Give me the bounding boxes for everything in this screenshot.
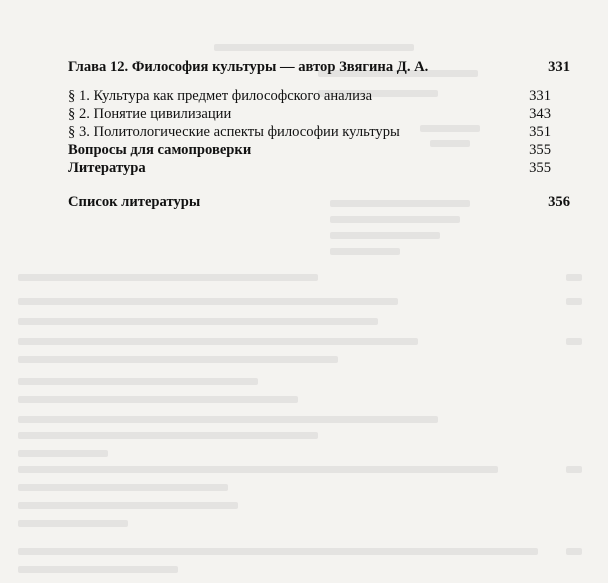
references-page-number: 356 — [548, 194, 570, 210]
toc-review-entry — [68, 141, 551, 159]
chapter-page-number: 331 — [548, 59, 570, 75]
literature-title: Литература — [68, 160, 146, 176]
section-title: § 2. Понятие цивилизации — [68, 106, 232, 122]
review-questions-title: Вопросы для самопроверки — [68, 142, 252, 158]
toc-section-entry — [68, 123, 551, 141]
section-title: § 3. Политологические аспекты философии культуры — [68, 124, 400, 140]
toc-section-entry — [68, 87, 551, 105]
literature-page-number: 355 — [529, 160, 551, 176]
toc-literature-entry — [68, 159, 551, 177]
section-page-number: 343 — [529, 106, 551, 122]
toc-chapter-entry — [68, 56, 570, 78]
section-title: § 1. Культура как предмет философского анализа — [68, 88, 373, 104]
section-page-number: 351 — [529, 124, 551, 140]
section-page-number: 331 — [529, 88, 551, 104]
references-title: Список литературы — [68, 194, 201, 210]
toc-section-entry — [68, 105, 551, 123]
chapter-title: Глава 12. Философия культуры — автор Звягина Д. А. — [68, 59, 429, 75]
table-of-contents — [68, 56, 570, 213]
review-questions-page-number: 355 — [529, 142, 551, 158]
toc-references-entry — [68, 191, 570, 213]
